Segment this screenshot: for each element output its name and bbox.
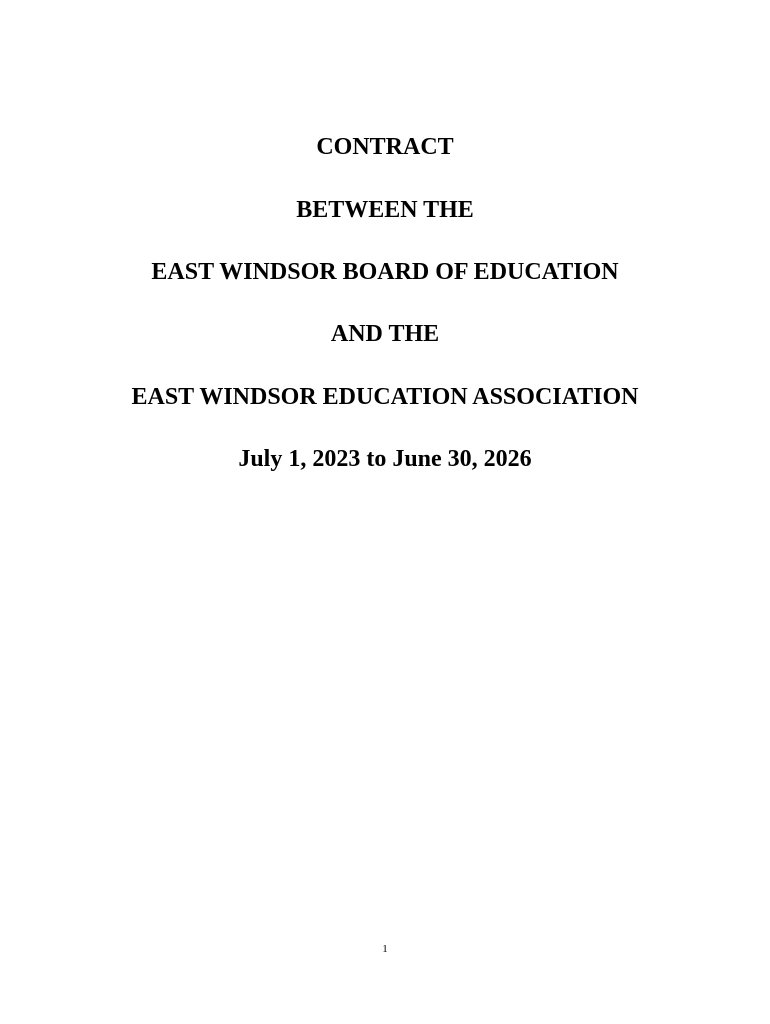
and-the-line: AND THE (330, 321, 440, 347)
education-association-line: EAST WINDSOR EDUCATION ASSOCIATION (131, 384, 639, 410)
contract-heading: CONTRACT (316, 134, 454, 160)
board-of-education-line: EAST WINDSOR BOARD OF EDUCATION (151, 259, 619, 285)
page-number: 1 (382, 943, 388, 955)
contract-term-dates: July 1, 2023 to June 30, 2026 (238, 446, 532, 472)
between-line: BETWEEN THE (296, 197, 474, 223)
